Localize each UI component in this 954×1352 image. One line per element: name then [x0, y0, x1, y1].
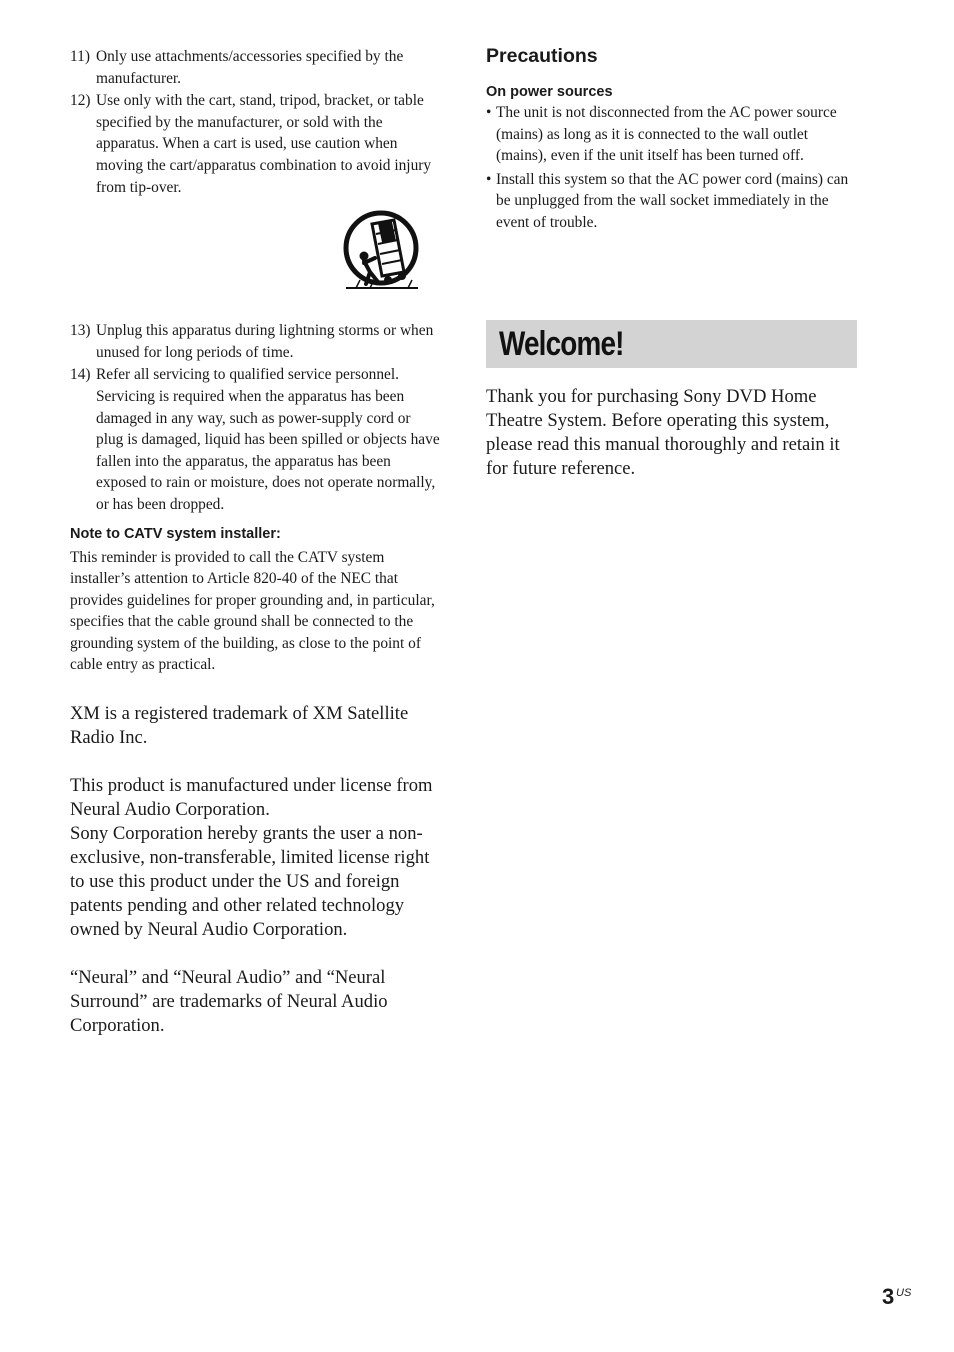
- bullet-marker: •: [486, 104, 492, 121]
- page-number: 3: [882, 1284, 895, 1309]
- right-column: [486, 46, 858, 234]
- item-text: Only use attachments/accessories specified by the manufacturer.: [96, 48, 404, 87]
- safety-item-12: [70, 90, 440, 198]
- power-sources-heading: On power sources: [486, 84, 613, 100]
- cart-icon-area: [70, 206, 440, 310]
- item-text: Refer all servicing to qualified service personnel. Servicing is required when the apparatus has been damaged in any way, such as power-supply cord or plug is damaged, liquid has been spilled or objects have fallen into the apparatus, the apparatus has been exposed to rain or moisture, does not operate normally, or has been dropped.: [96, 366, 440, 513]
- safety-item-14: [70, 364, 440, 515]
- item-number: 12): [70, 92, 91, 110]
- safety-item-13: [70, 320, 440, 363]
- left-column: [70, 46, 440, 1038]
- sony-grant-text: Sony Corporation hereby grants the user a non-exclusive, non-transferable, limited license right to use this product under the US and foreign patents pending and other related technology owned by Neural Audio Corporation.: [70, 823, 430, 941]
- welcome-title: Welcome!: [499, 325, 624, 363]
- neural-trademarks-text: “Neural” and “Neural Audio” and “Neural Surround” are trademarks of Neural Audio Corporation.: [70, 967, 388, 1037]
- bullet-text: The unit is not disconnected from the AC power source (mains) as long as it is connected to the wall outlet (mains), even if the unit itself has been turned off.: [496, 104, 837, 165]
- bullet-text: Install this system so that the AC power cord (mains) can be unplugged from the wall socket immediately in the event of trouble.: [496, 170, 849, 231]
- neural-license-text: This product is manufactured under license from Neural Audio Corporation.: [70, 775, 433, 821]
- precaution-bullet: [486, 169, 858, 234]
- item-text: Unplug this apparatus during lightning storms or when unused for long periods of time.: [96, 322, 434, 361]
- bullet-marker: •: [486, 170, 492, 188]
- xm-trademark-text: XM is a registered trademark of XM Satellite Radio Inc.: [70, 703, 409, 749]
- item-text: Use only with the cart, stand, tripod, bracket, or table specified by the manufacturer, or sold with the apparatus. When a cart is used, use caution when moving the cart/apparatus combination to avoid injury from tip-over.: [96, 92, 432, 196]
- safety-item-11: [70, 46, 440, 89]
- precautions-title: Precautions: [486, 45, 598, 67]
- catv-note-body: This reminder is provided to call the CATV system installer’s attention to Article 820-40 of the NEC that provides guidelines for proper grounding and, in particular, specifies that the cable ground shall be connected to the grounding system of the building, as close to the point of cable entry as practical.: [70, 548, 435, 674]
- welcome-banner: [486, 320, 857, 368]
- welcome-body-text: Thank you for purchasing Sony DVD Home Theatre System. Before operating this system, please read this manual thoroughly and retain it for future reference.: [486, 386, 840, 479]
- item-number: 14): [70, 366, 91, 384]
- precaution-bullet: [486, 102, 858, 167]
- item-number: 13): [70, 322, 91, 340]
- item-number: 11): [70, 48, 90, 65]
- cart-tip-over-warning-icon: [342, 210, 422, 292]
- page-number-suffix: US: [896, 1287, 912, 1299]
- catv-note-heading: Note to CATV system installer:: [70, 525, 281, 542]
